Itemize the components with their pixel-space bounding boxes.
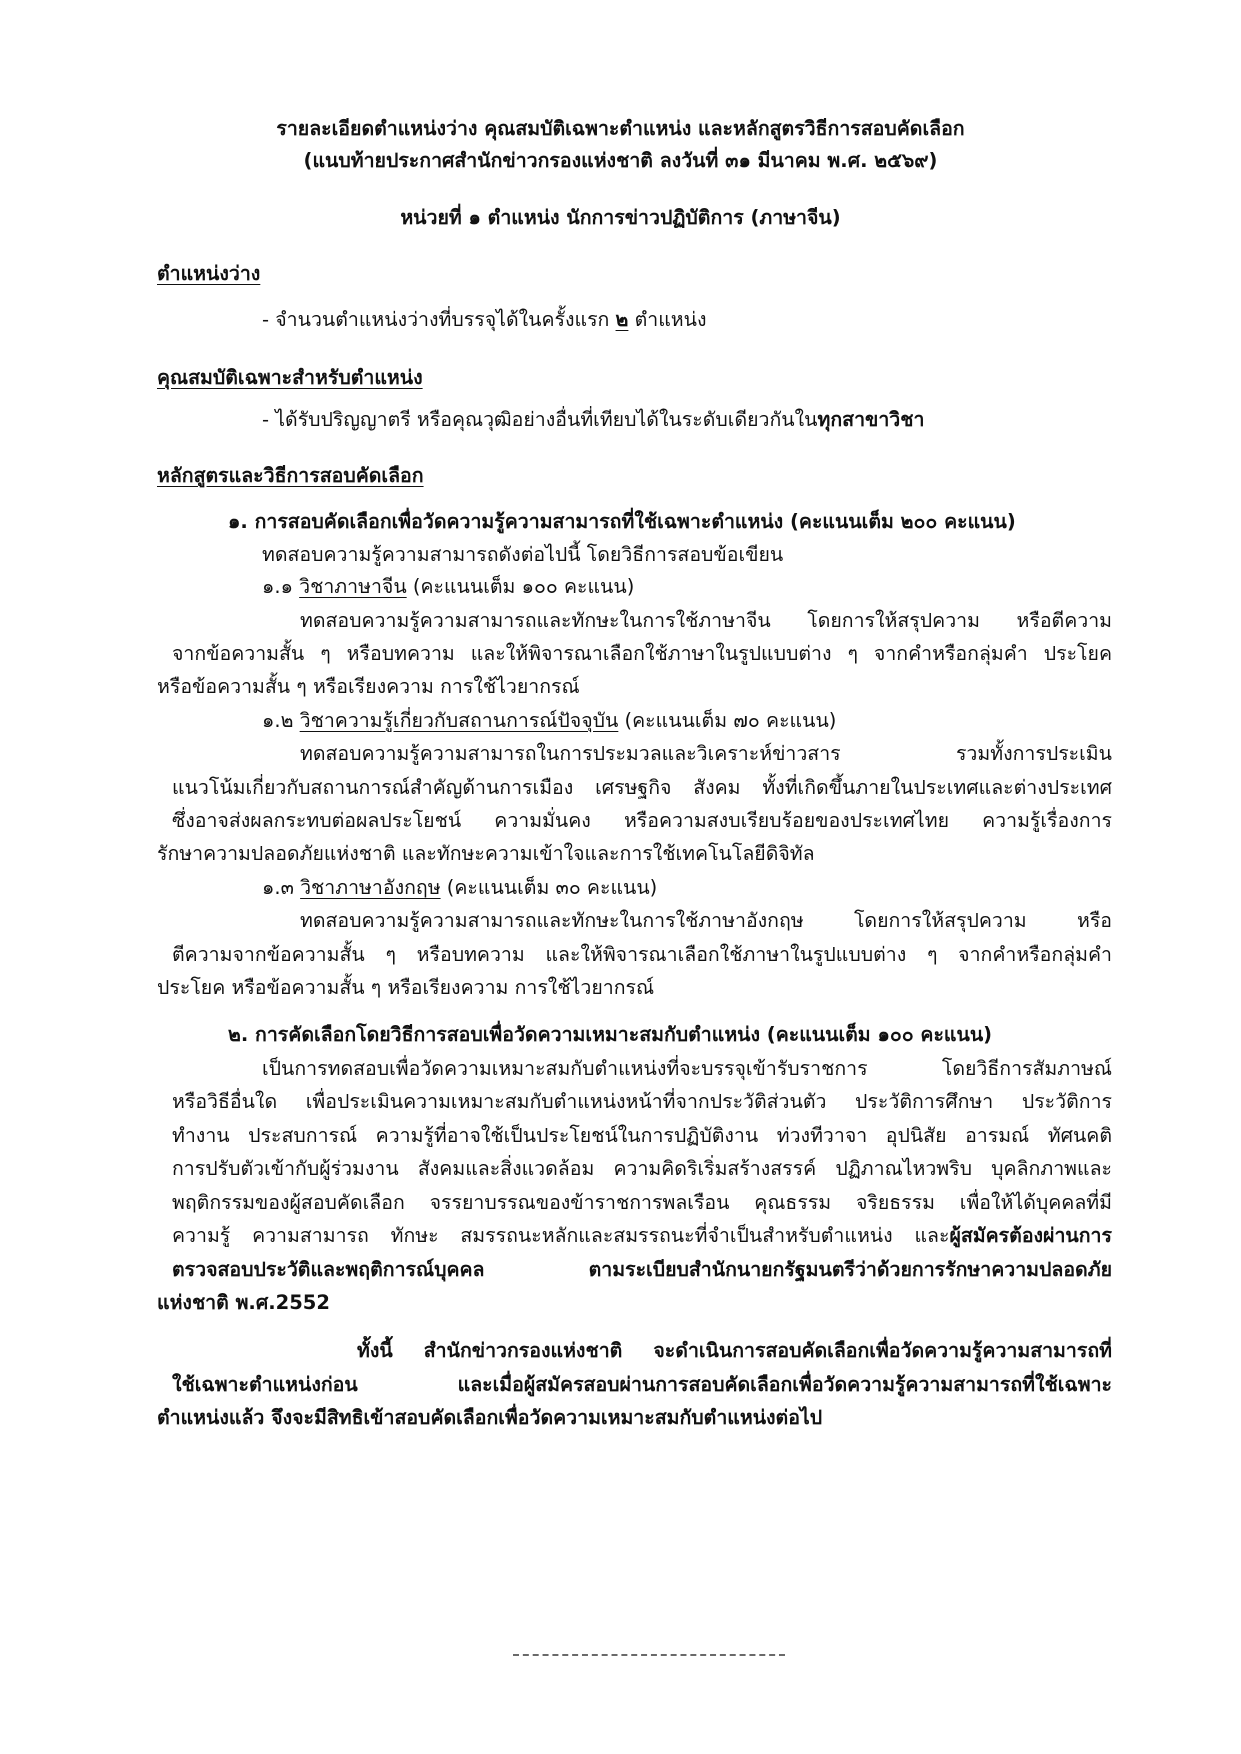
- subject-score: (คะแนนเต็ม ๓๐ คะแนน): [440, 876, 658, 899]
- vacancy-count: ๒: [615, 308, 629, 331]
- paragraph-line: แห่งชาติ พ.ศ.2552: [157, 1291, 330, 1314]
- vacancy-item-text: - จำนวนตำแหน่งว่างที่บรรจุได้ในครั้งแรก: [262, 308, 616, 331]
- section1-intro: ทดสอบความรู้ความสามารถดังต่อไปนี้ โดยวิธีการสอบข้อเขียน: [262, 543, 784, 566]
- section1-title: ๑. การสอบคัดเลือกเพื่อวัดความรู้ความสามารถที่ใช้เฉพาะตำแหน่ง (คะแนนเต็ม ๒๐๐ คะแนน): [228, 510, 1016, 533]
- paragraph-line: ทดสอบความรู้ความสามารถและทักษะในการใช้ภาษาอังกฤษ โดยการให้สรุปความ หรือ: [300, 909, 1112, 932]
- subject-number: ๑.๓: [262, 876, 301, 899]
- paragraph-line: การปรับตัวเข้ากับผู้ร่วมงาน สังคมและสิ่งแวดล้อม ความคิดริเริ่มสร้างสรรค์ ปฏิภาณไหวพริบ บุคลิกภาพและ: [172, 1157, 1112, 1180]
- vacancy-item: [262, 305, 707, 335]
- paragraph-line: ตีความจากข้อความสั้น ๆ หรือบทความ และให้พิจารณาเลือกใช้ภาษาในรูปแบบต่าง ๆ จากคำหรือกลุ่มคำ: [172, 943, 1112, 966]
- paragraph-line: ทดสอบความรู้ความสามารถในการประมวลและวิเคราะห์ข่าวสาร รวมทั้งการประเมิน: [300, 742, 1112, 765]
- subject-current-affairs-heading: [262, 706, 836, 736]
- paragraph-line: พฤติกรรมของผู้สอบคัดเลือก จรรยาบรรณของข้าราชการพลเรือน คุณธรรม จริยธรรม เพื่อให้ได้บุคคลที่มี: [172, 1191, 1112, 1214]
- paragraph-line: หรือวิธีอื่นใด เพื่อประเมินความเหมาะสมกับตำแหน่งหน้าที่จากประวัติส่วนตัว ประวัติการศึกษา ประวัติการ: [172, 1090, 1112, 1113]
- vacancy-heading: ตำแหน่งว่าง: [157, 262, 261, 285]
- paragraph-line: หรือข้อความสั้น ๆ หรือเรียงความ การใช้ไวยากรณ์: [157, 675, 580, 698]
- paragraph-line: จากข้อความสั้น ๆ หรือบทความ และให้พิจารณาเลือกใช้ภาษาในรูปแบบต่าง ๆ จากคำหรือกลุ่มคำ ประโยค: [172, 642, 1112, 665]
- paragraph-line: ประโยค หรือข้อความสั้น ๆ หรือเรียงความ การใช้ไวยากรณ์: [157, 976, 655, 999]
- qualification-field: ทุกสาขาวิชา: [817, 408, 925, 431]
- paragraph-line: ทดสอบความรู้ความสามารถและทักษะในการใช้ภาษาจีน โดยการให้สรุปความ หรือตีความ: [300, 609, 1112, 632]
- paragraph-line: [172, 1221, 1112, 1251]
- paragraph-line: ทำงาน ประสบการณ์ ความรู้ที่อาจใช้เป็นประโยชน์ในการปฏิบัติงาน ท่วงทีวาจา อุปนิสัย อารมณ์ ทัศนคติ: [172, 1124, 1112, 1147]
- paragraph-line: รักษาความปลอดภัยแห่งชาติ และทักษะความเข้าใจและการใช้เทคโนโลยีดิจิทัล: [157, 842, 815, 865]
- paragraph-line: ตรวจสอบประวัติและพฤติการณ์บุคคล ตามระเบียบสำนักนายกรัฐมนตรีว่าด้วยการรักษาความปลอดภัย: [172, 1258, 1112, 1281]
- subject-chinese-heading: [262, 572, 634, 602]
- curriculum-heading: หลักสูตรและวิธีการสอบคัดเลือก: [157, 464, 424, 487]
- subject-name: วิชาความรู้เกี่ยวกับสถานการณ์ปัจจุบัน: [299, 709, 619, 732]
- closing-line: ตำแหน่งแล้ว จึงจะมีสิทธิเข้าสอบคัดเลือกเพื่อวัดความเหมาะสมกับตำแหน่งต่อไป: [157, 1406, 823, 1429]
- end-divider: [513, 1654, 785, 1656]
- document-title: รายละเอียดตำแหน่งว่าง คุณสมบัติเฉพาะตำแหน่ง และหลักสูตรวิธีการสอบคัดเลือก: [276, 117, 965, 140]
- paragraph-line: ซึ่งอาจส่งผลกระทบต่อผลประโยชน์ ความมั่นคง หรือความสงบเรียบร้อยของประเทศไทย ความรู้เรื่องการ: [172, 809, 1112, 832]
- subject-name: วิชาภาษาอังกฤษ: [300, 876, 441, 899]
- section2-title: ๒. การคัดเลือกโดยวิธีการสอบเพื่อวัดความเหมาะสมกับตำแหน่ง (คะแนนเต็ม ๑๐๐ คะแนน): [228, 1023, 993, 1046]
- paragraph-line: แนวโน้มเกี่ยวกับสถานการณ์สำคัญด้านการเมือง เศรษฐกิจ สังคม ทั้งที่เกิดขึ้นภายในประเทศและต่างประเทศ: [172, 776, 1112, 799]
- qualification-heading: คุณสมบัติเฉพาะสำหรับตำแหน่ง: [157, 366, 423, 389]
- subject-score: (คะแนนเต็ม ๑๐๐ คะแนน): [406, 575, 635, 598]
- paragraph-bold-text: ผู้สมัครต้องผ่านการ: [949, 1224, 1112, 1247]
- vacancy-item-suffix: ตำแหน่ง: [628, 308, 707, 331]
- subject-number: ๑.๒: [262, 709, 300, 732]
- subject-name: วิชาภาษาจีน: [299, 575, 407, 598]
- paragraph-line: เป็นการทดสอบเพื่อวัดความเหมาะสมกับตำแหน่งที่จะบรรจุเข้ารับราชการ โดยวิธีการสัมภาษณ์: [262, 1057, 1112, 1080]
- unit-title: หน่วยที่ ๑ ตำแหน่ง นักการข่าวปฏิบัติการ (ภาษาจีน): [400, 206, 841, 229]
- qualification-item-text: - ได้รับปริญญาตรี หรือคุณวุฒิอย่างอื่นที่เทียบได้ในระดับเดียวกันใน: [262, 408, 818, 431]
- qualification-item: [262, 405, 924, 435]
- subject-score: (คะแนนเต็ม ๗๐ คะแนน): [618, 709, 837, 732]
- closing-line: ใช้เฉพาะตำแหน่งก่อน และเมื่อผู้สมัครสอบผ่านการสอบคัดเลือกเพื่อวัดความรู้ความสามารถที่ใช้เฉพาะ: [172, 1373, 1112, 1396]
- document-subtitle: (แนบท้ายประกาศสำนักข่าวกรองแห่งชาติ ลงวันที่ ๓๑ มีนาคม พ.ศ. ๒๕๖๙): [303, 149, 938, 172]
- paragraph-text: ความรู้ ความสามารถ ทักษะ สมรรถนะหลักและสมรรถนะที่จำเป็นสำหรับตำแหน่ง และ: [172, 1224, 950, 1247]
- closing-line: ทั้งนี้ สำนักข่าวกรองแห่งชาติ จะดำเนินการสอบคัดเลือกเพื่อวัดความรู้ความสามารถที่: [357, 1339, 1112, 1362]
- subject-number: ๑.๑: [262, 575, 300, 598]
- subject-english-heading: [262, 873, 657, 903]
